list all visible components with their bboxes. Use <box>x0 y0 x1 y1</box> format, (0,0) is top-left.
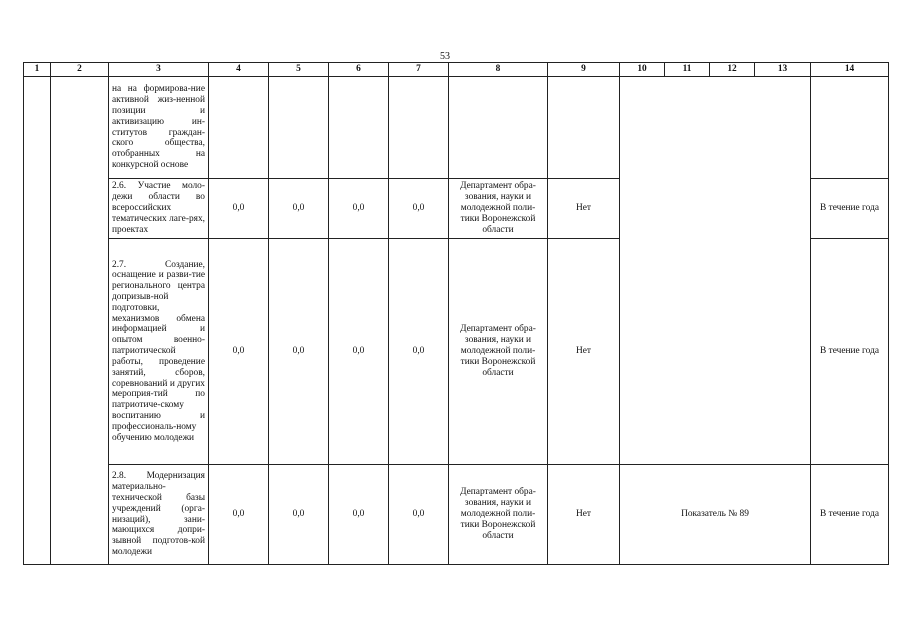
col-header-12: 12 <box>710 63 755 77</box>
table-row <box>24 465 889 565</box>
cell-col2 <box>51 77 109 565</box>
cell-col1 <box>24 77 51 565</box>
program-table <box>23 62 889 565</box>
cell-c7: 0,0 <box>389 239 449 465</box>
cell-c6 <box>329 77 389 179</box>
col-header-11: 11 <box>665 63 710 77</box>
cell-c7: 0,0 <box>389 465 449 565</box>
cell-c4: 0,0 <box>209 239 269 465</box>
cell-c6: 0,0 <box>329 179 389 239</box>
cell-period: В течение года <box>811 179 889 239</box>
col-header-13: 13 <box>755 63 811 77</box>
cell-indicator: Показатель № 89 <box>620 465 811 565</box>
cell-c5 <box>269 77 329 179</box>
col-header-6: 6 <box>329 63 389 77</box>
cell-period: В течение года <box>811 465 889 565</box>
cell-period <box>811 77 889 179</box>
cell-c7: 0,0 <box>389 179 449 239</box>
col-header-5: 5 <box>269 63 329 77</box>
cell-c5: 0,0 <box>269 239 329 465</box>
cell-c4: 0,0 <box>209 179 269 239</box>
col-header-4: 4 <box>209 63 269 77</box>
cell-period: В течение года <box>811 239 889 465</box>
col-header-1: 1 <box>24 63 51 77</box>
table-row <box>24 77 889 179</box>
row-description: 2.8. Модернизация материально-технической базы учреждений (орга-низаций), зани-мающихся допри-зывной подготов-кой молодежи <box>109 465 209 565</box>
cell-c5: 0,0 <box>269 465 329 565</box>
cell-c6: 0,0 <box>329 239 389 465</box>
row-description: 2.7. Создание, оснащение и разви-тие регионального центра допризыв-ной подготовки, механизмов обмена информацией и опытом военно-патриотической работы, проведение занятий, сборов, соревнований и других мероприя-тий по патриотиче-скому воспитанию и профессиональ-ному обучению молодежи <box>109 239 209 465</box>
cell-c6: 0,0 <box>329 465 389 565</box>
row-description: на на формирова-ние активной жиз-ненной позиции и активизацию ин-ститутов граждан-ского общества, отобранных на конкурсной основе <box>109 77 209 179</box>
cell-c7 <box>389 77 449 179</box>
cell-c9: Нет <box>548 239 620 465</box>
row-description: 2.6. Участие моло-дежи области во всероссийских тематических лаге-рях, проектах <box>109 179 209 239</box>
cell-c5: 0,0 <box>269 179 329 239</box>
col-header-3: 3 <box>109 63 209 77</box>
col-header-7: 7 <box>389 63 449 77</box>
cell-c9: Нет <box>548 179 620 239</box>
cell-c9: Нет <box>548 465 620 565</box>
header-row <box>24 63 889 77</box>
cell-department: Департамент обра-зования, науки и молодежной поли-тики Воронежской области <box>449 239 548 465</box>
col-header-10: 10 <box>620 63 665 77</box>
col-header-9: 9 <box>548 63 620 77</box>
cell-department: Департамент обра-зования, науки и молодежной поли-тики Воронежской области <box>449 465 548 565</box>
cell-c9 <box>548 77 620 179</box>
cell-indicator-blank <box>620 77 811 465</box>
col-header-2: 2 <box>51 63 109 77</box>
cell-department <box>449 77 548 179</box>
cell-department: Департамент обра-зования, науки и молодежной поли-тики Воронежской области <box>449 179 548 239</box>
cell-c4 <box>209 77 269 179</box>
col-header-14: 14 <box>811 63 889 77</box>
col-header-8: 8 <box>449 63 548 77</box>
page-number: 53 <box>440 51 450 62</box>
cell-c4: 0,0 <box>209 465 269 565</box>
